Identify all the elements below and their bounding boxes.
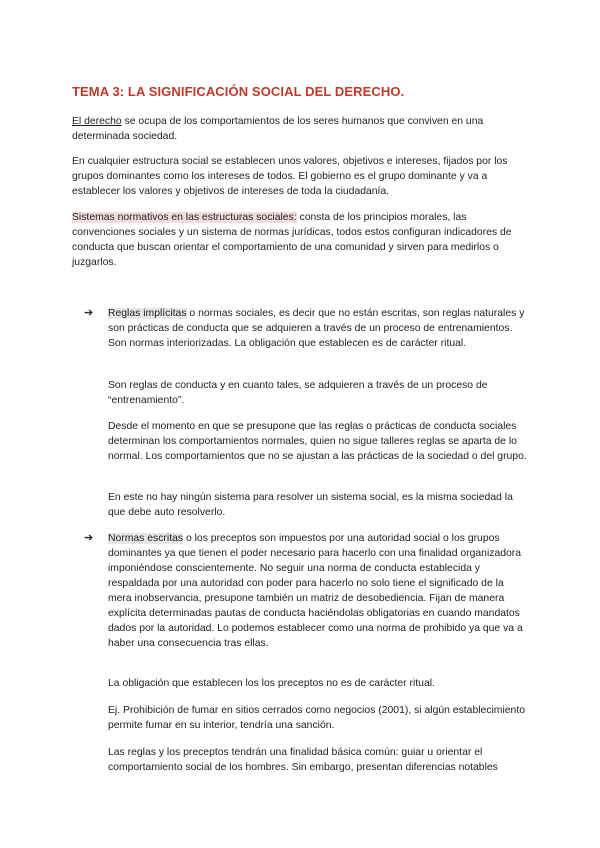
paragraph-reglas-conducta: Son reglas de conducta y en cuanto tales, se adquieren a través de un proceso de “entrenamiento”. <box>108 380 488 406</box>
bullet-normas-escritas <box>108 531 528 651</box>
paragraph-ejemplo-fumar: Ej. Prohibición de fumar en sitios cerrados como negocios (2001), si algún establecimiento permite fumar en su interior, tendría una sanción. <box>108 705 525 731</box>
highlighted-term: Sistemas normativos en las estructuras sociales: <box>72 212 297 223</box>
highlighted-term: Reglas implícitas <box>108 308 187 319</box>
paragraph-estructura-social: En cualquier estructura social se establecen unos valores, objetivos e intereses, fijados por los grupos dominantes como los intereses de todos. El gobierno es el grupo dominante y va a establecer los valores y objetivos de intereses de toda la ciudadanía. <box>72 156 508 197</box>
highlighted-term: Normas escritas <box>108 533 184 544</box>
term-derecho: El derecho <box>72 116 122 127</box>
paragraph-sistemas-normativos <box>72 210 532 270</box>
paragraph-auto-resolver: En este no hay ningún sistema para resolver un sistema social, es la misma sociedad la que debe auto resolverlo. <box>108 492 513 518</box>
page-title: TEMA 3: LA SIGNIFICACIÓN SOCIAL DEL DERECHO. <box>72 84 405 99</box>
paragraph-comportamientos-normales: Desde el momento en que se presupone que las reglas o prácticas de conducta sociales determinan los comportamientos normales, quien no sigue talleres reglas se aparta de lo normal. Los comportamientos que no se ajustan a las prácticas de la sociedad o del grupo. <box>108 421 527 462</box>
paragraph-obligacion-preceptos: La obligación que establecen los los preceptos no es de carácter ritual. <box>108 678 435 689</box>
paragraph-text: se ocupa de los comportamientos de los seres humanos que conviven en una determinada sociedad. <box>72 116 484 142</box>
arrow-bullet-icon: ➔ <box>84 532 94 544</box>
bullet-reglas-implicitas <box>108 306 528 351</box>
paragraph-text: o normas sociales, es decir que no están escritas, son reglas naturales y son prácticas de conducta que se adquieren a través de un proceso de entrenamientos. Son normas interiorizadas. La obligación que establecen es de carácter ritual. <box>108 308 525 349</box>
arrow-bullet-icon: ➔ <box>84 307 94 319</box>
paragraph-text: consta de los principios morales, las convenciones sociales y un sistema de normas jurídicas, todos estos configuran indicadores de conducta que buscan orientar el comportamiento de una comunidad y sirven para medirlos o juzgarlos. <box>72 212 512 268</box>
paragraph-text: o los preceptos son impuestos por una autoridad social o los grupos dominantes ya que tienen el poder necesario para hacerlo con una finalidad organizadora imponiéndose conscientemente. No seguir una norma de conducta establecida y respaldada por una autoridad con poder para hacerlo no solo tiene el significado de la mera inobservancia, presupone también un matriz de desobediencia. Fijan de manera explícita determinadas pautas de conducta haciéndolas obligatorias en cuando mandatos dados por la autoridad. Lo podemos establecer como una norma de prohibido ya que va a haber una consecuencia tras ellas. <box>108 533 523 649</box>
paragraph-derecho <box>72 114 532 144</box>
paragraph-finalidad-comun: Las reglas y los preceptos tendrán una finalidad básica común: guiar u orientar el comportamiento social de los hombres. Sin embargo, presentan diferencias notables <box>108 747 498 773</box>
